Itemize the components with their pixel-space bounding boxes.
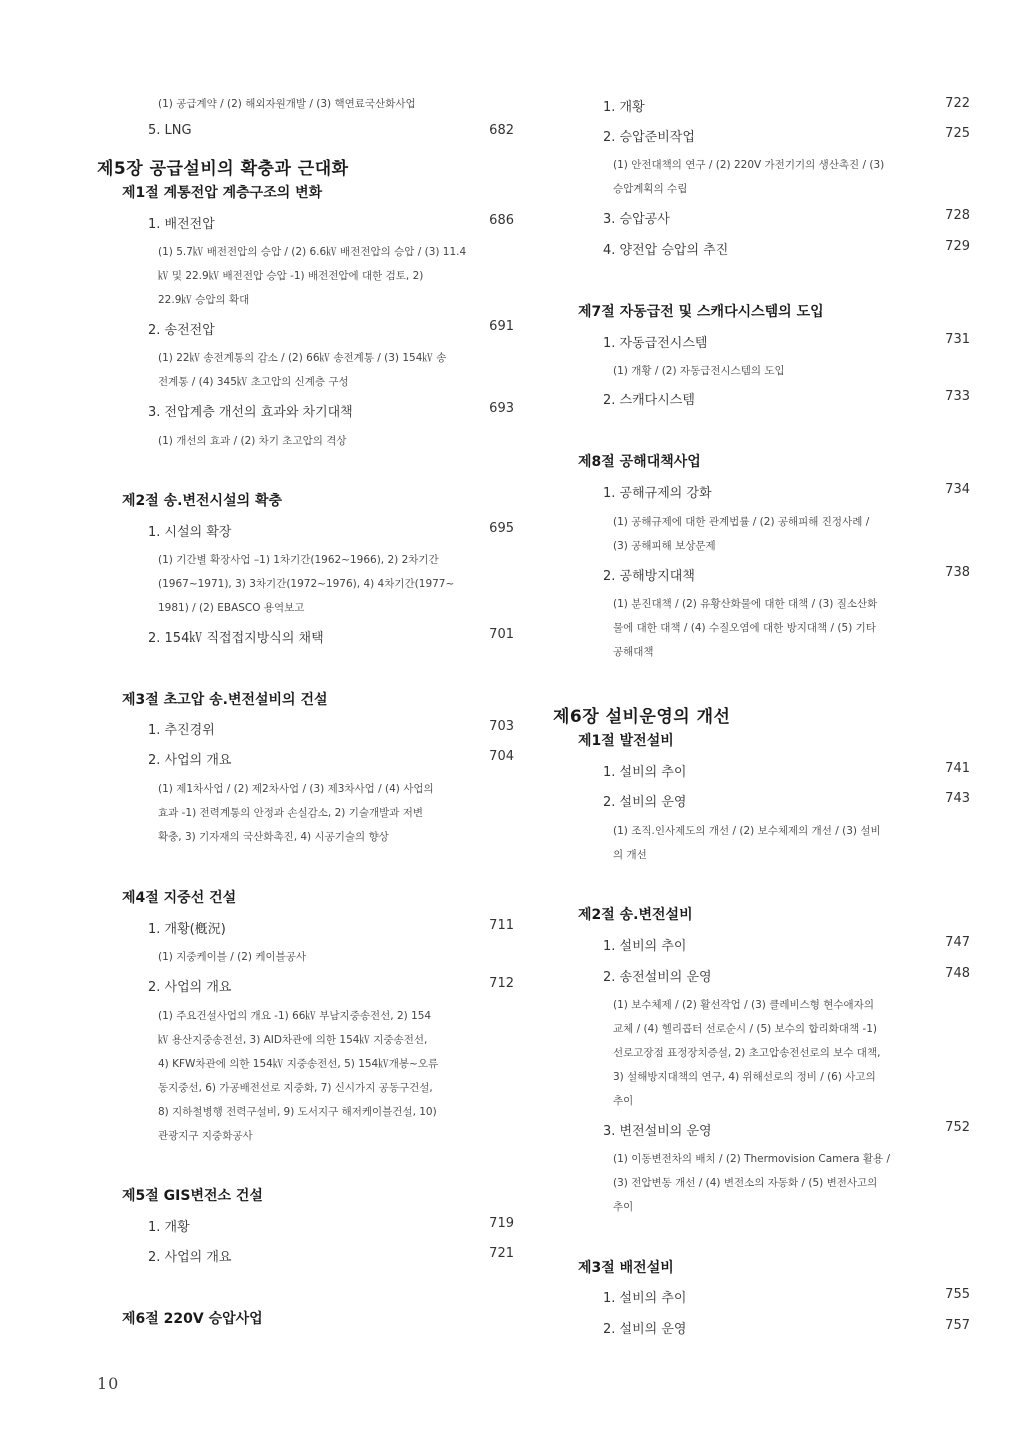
toc-page: 741 [945,761,970,776]
toc-page: 752 [945,1120,970,1135]
toc-sub: (1) 분진대책 / (2) 유황산화물에 대한 대책 / (3) 질소산화 [613,598,878,610]
toc-page: 747 [945,935,970,950]
toc-sub: 8) 지하철병행 전력구설비, 9) 도서지구 해저케이블건설, 10) [158,1106,437,1118]
toc-item: 3. 전압계층 개선의 효과와 차기대책 [148,405,353,420]
toc-item: 2. 송전전압 [148,323,215,338]
toc-sub: 의 개선 [613,849,647,861]
page-number: 10 [97,1374,120,1393]
toc-page: 703 [489,719,514,734]
toc-sub: (1) 보수체제 / (2) 활선작업 / (3) 클레비스형 현수애자의 [613,999,874,1011]
toc-sub: (1) 이동변전차의 배치 / (2) Thermovision Camera 활용 / [613,1153,891,1165]
toc-item: 1. 개황(槪況) [148,922,226,937]
toc-page: 731 [945,332,970,347]
toc-page: 695 [489,521,514,536]
toc-sub: 교체 / (4) 헬리콥터 선로순시 / (5) 보수의 합리화대책 -1) [613,1023,877,1035]
chapter-title: 제5장 공급설비의 확충과 근대화 [97,159,349,179]
toc-page: 712 [489,976,514,991]
toc-page: 711 [489,918,514,933]
section-title: 제3절 초고압 송.변전설비의 건설 [122,692,328,708]
toc-sub: (1) 개선의 효과 / (2) 차기 초고압의 격상 [158,435,347,447]
toc-sub: (3) 공해피해 보상문제 [613,540,716,552]
toc-item: 1. 공해규제의 강화 [603,486,712,501]
toc-page: 693 [489,401,514,416]
toc-sub: 동지중선, 6) 가공배전선로 지중화, 7) 신시가지 공동구건설, [158,1082,433,1094]
toc-item: 1. 설비의 추이 [603,939,687,954]
toc-page: 721 [489,1246,514,1261]
toc-item: 1. 시설의 확장 [148,525,232,540]
toc-page: 686 [489,213,514,228]
toc-sub: (1) 5.7㎸ 배전전압의 승압 / (2) 6.6㎸ 배전전압의 승압 / (3) 11.4 [158,246,467,258]
toc-item: 2. 설비의 운영 [603,795,687,810]
toc-sub: (1) 주요건설사업의 개요 -1) 66㎸ 부남지중송전선, 2) 154 [158,1010,432,1022]
toc-item: 2. 스캐다시스템 [603,393,695,408]
section-title: 제4절 지중선 건설 [122,890,237,906]
toc-sub: (1967~1971), 3) 3차기간(1972~1976), 4) 4차기간(1977~ [158,578,455,590]
toc-page: 704 [489,749,514,764]
toc-item: 2. 송전설비의 운영 [603,970,712,985]
toc-sub: (1) 개황 / (2) 자동급전시스템의 도입 [613,365,785,377]
toc-sub: 추이 [613,1095,634,1107]
toc-page: 734 [945,482,970,497]
toc-page: 722 [945,96,970,111]
toc-sub: 물에 대한 대책 / (4) 수질오염에 대한 방지대책 / (5) 기타 [613,622,876,634]
toc-page: 725 [945,126,970,141]
toc-page: 701 [489,627,514,642]
toc-page: 719 [489,1216,514,1231]
toc-sub: (1) 22㎸ 송전계통의 감소 / (2) 66㎸ 송전계통 / (3) 154㎸ 송 [158,352,447,364]
toc-item: 2. 설비의 운영 [603,1322,687,1337]
toc-item: 1. 배전전압 [148,217,215,232]
toc-sub: 확충, 3) 기자재의 국산화촉진, 4) 시공기술의 향상 [158,831,389,843]
toc-sub: (1) 지중케이블 / (2) 케이블공사 [158,951,307,963]
toc-sub: 선로고장점 표정장치증설, 2) 초고압송전선로의 보수 대책, [613,1047,881,1059]
toc-item: 1. 자동급전시스템 [603,336,708,351]
section-title: 제3절 배전설비 [578,1260,674,1276]
toc-page: 691 [489,319,514,334]
toc-item: 3. 승압공사 [603,212,670,227]
section-title: 제1절 발전설비 [578,733,674,749]
toc-page: 738 [945,565,970,580]
section-title: 제5절 GIS변전소 건설 [122,1188,263,1204]
toc-sub: ㎸ 및 22.9㎸ 배전전압 승압 -1) 배전전압에 대한 검토, 2) [158,270,424,282]
toc-item: 1. 설비의 추이 [603,1291,687,1306]
chapter-title: 제6장 설비운영의 개선 [553,707,731,727]
toc-page: 729 [945,239,970,254]
toc-item: 1. 설비의 추이 [603,765,687,780]
toc-sub: (1) 공해규제에 대한 관계법률 / (2) 공해피해 진정사례 / [613,516,870,528]
toc-sub: (3) 전압변동 개선 / (4) 변전소의 자동화 / (5) 변전사고의 [613,1177,878,1189]
toc-item: 2. 154㎸ 직접접지방식의 채택 [148,631,324,646]
toc-sub: (1) 기간별 확장사업 –1) 1차기간(1962~1966), 2) 2차기간 [158,554,439,566]
section-title: 제7절 자동급전 및 스캐다시스템의 도입 [578,304,824,320]
toc-item: 3. 변전설비의 운영 [603,1124,712,1139]
toc-sub: 4) KFW차관에 의한 154㎸ 지중송전선, 5) 154㎸개봉~오류 [158,1058,439,1070]
toc-page: 757 [945,1318,970,1333]
section-title: 제1절 계통전압 계층구조의 변화 [122,185,323,201]
toc-sub: 관광지구 지중화공사 [158,1130,253,1142]
toc-item: 2. 사업의 개요 [148,980,232,995]
toc-item: 4. 양전압 승압의 추진 [603,243,729,258]
toc-sub: 공해대책 [613,646,654,658]
toc-page: 733 [945,389,970,404]
toc-item: 2. 승압준비작업 [603,130,695,145]
toc-sub: 3) 설해방지대책의 연구, 4) 위해선로의 정비 / (6) 사고의 [613,1071,876,1083]
toc-sub: (1) 제1차사업 / (2) 제2차사업 / (3) 제3차사업 / (4) 사업의 [158,783,434,795]
toc-page: 748 [945,966,970,981]
section-title: 제2절 송.변전시설의 확충 [122,493,283,509]
toc-sub: (1) 안전대책의 연구 / (2) 220V 가전기기의 생산촉진 / (3) [613,159,885,171]
section-title: 제8절 공해대책사업 [578,454,701,470]
toc-page: 755 [945,1287,970,1302]
toc-sub: ㎸ 용산지중송전선, 3) AID차관에 의한 154㎸ 지중송전선, [158,1034,428,1046]
toc-item: 2. 사업의 개요 [148,1250,232,1265]
toc-sub: (1) 조직.인사제도의 개선 / (2) 보수체제의 개선 / (3) 설비 [613,825,881,837]
section-title: 제2절 송.변전설비 [578,907,693,923]
toc-page: 682 [489,123,514,138]
toc-sub: 승압계획의 수립 [613,183,688,195]
toc-page: 728 [945,208,970,223]
toc-sub: 전계통 / (4) 345㎸ 초고압의 신계층 구성 [158,376,349,388]
toc-sub-fuel: (1) 공급계약 / (2) 해외자원개발 / (3) 핵연료국산화사업 [158,98,416,110]
toc-item: 1. 개황 [603,100,645,115]
toc-sub: 효과 -1) 전력계통의 안정과 손실감소, 2) 기술개발과 저변 [158,807,424,819]
toc-sub: 22.9㎸ 승압의 확대 [158,294,250,306]
toc-sub: 추이 [613,1201,634,1213]
toc-item: 2. 공해방지대책 [603,569,695,584]
toc-page: 743 [945,791,970,806]
toc-item: 1. 개황 [148,1220,190,1235]
toc-item: 1. 추진경위 [148,723,215,738]
section-title: 제6절 220V 승압사업 [122,1311,263,1327]
toc-item-lng: 5. LNG [148,123,192,138]
toc-item: 2. 사업의 개요 [148,753,232,768]
toc-sub: 1981) / (2) EBASCO 용역보고 [158,602,305,614]
